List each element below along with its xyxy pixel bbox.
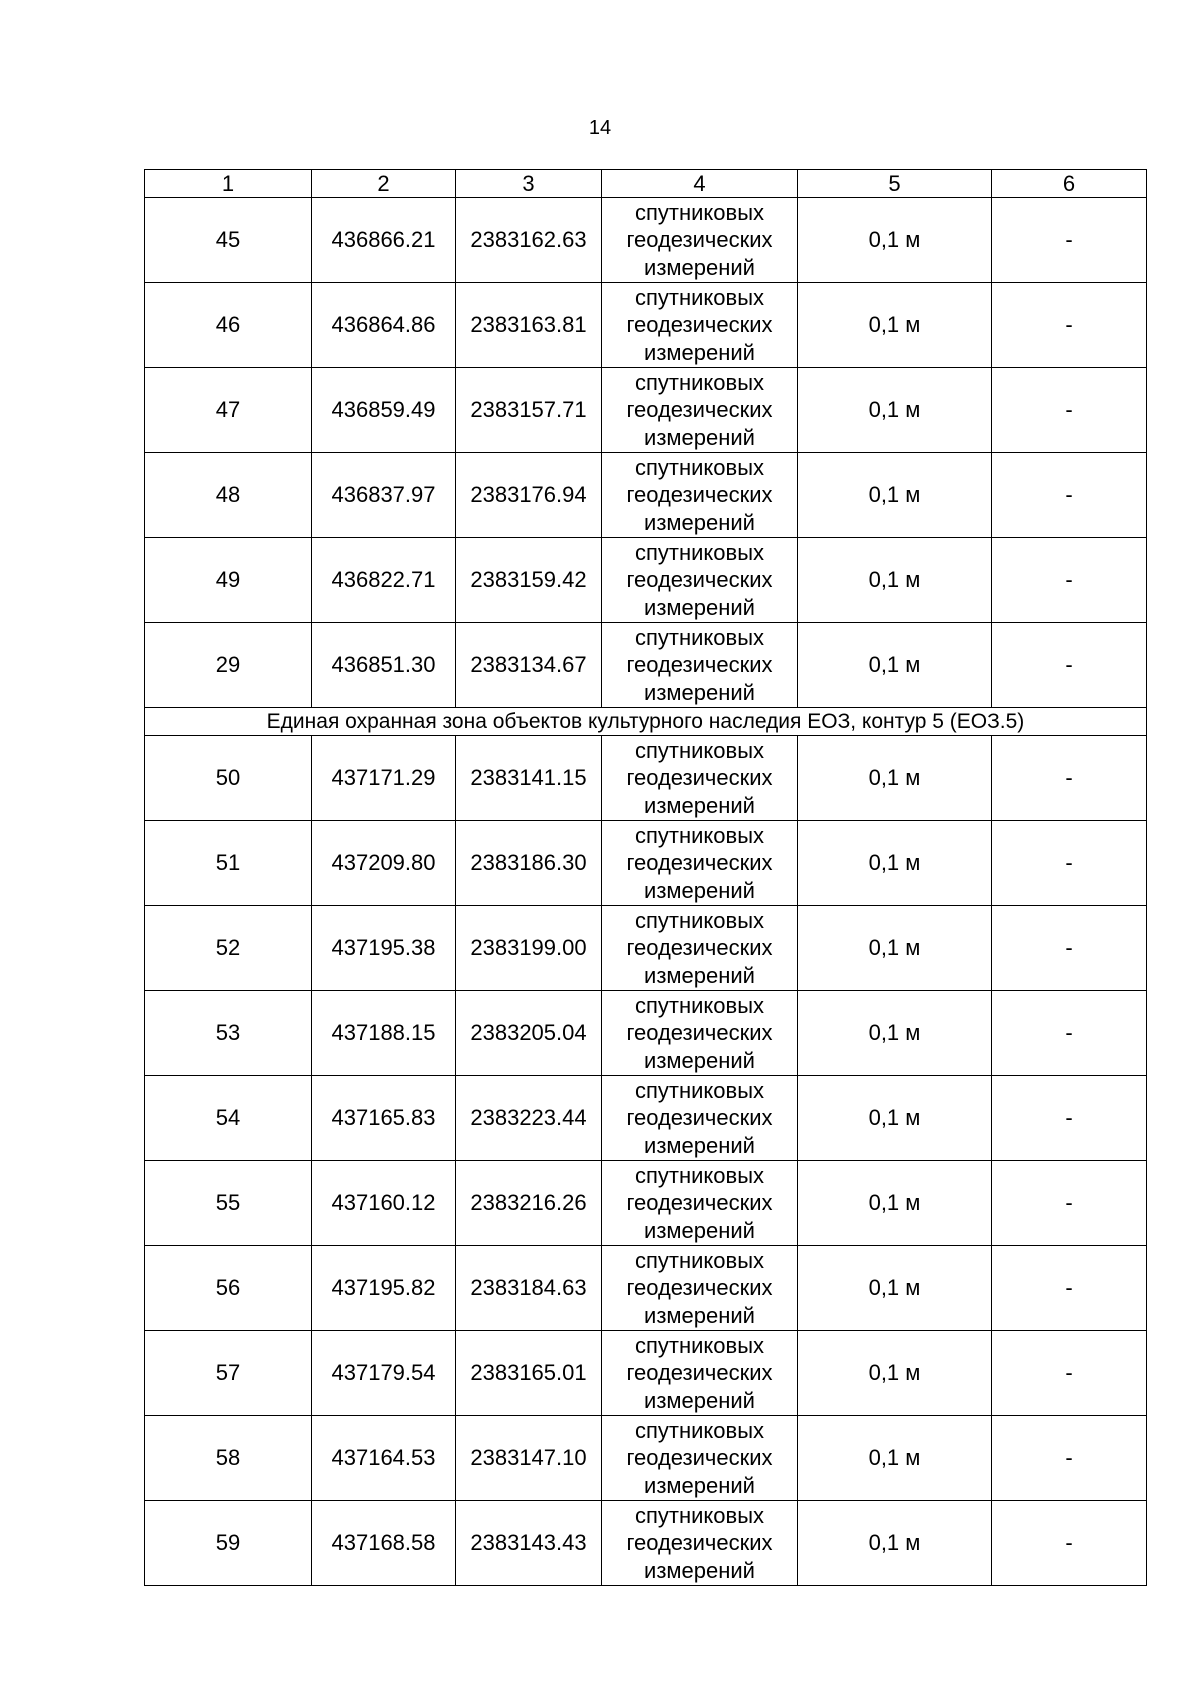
accuracy-cell: 0,1 м: [798, 1331, 992, 1416]
method-line: спутниковых: [634, 1332, 765, 1358]
section-title: Единая охранная зона объектов культурного наследия ЕОЗ, контур 5 (ЕОЗ.5): [145, 708, 1147, 736]
method-line: геодезических: [626, 1105, 773, 1131]
method-line: геодезических: [626, 312, 773, 338]
table-row: [145, 1331, 1147, 1416]
method-line: измерений: [644, 1047, 755, 1073]
accuracy-cell: 0,1 м: [798, 736, 992, 821]
y-coordinate-cell: 2383163.81: [456, 283, 602, 368]
x-coordinate-cell: 436864.86: [312, 283, 456, 368]
accuracy-cell: 0,1 м: [798, 1161, 992, 1246]
method-cell: [602, 453, 798, 538]
method-line: геодезических: [626, 765, 773, 791]
table-row: [145, 1501, 1147, 1586]
method-line: спутниковых: [634, 624, 765, 650]
table-row: [145, 736, 1147, 821]
point-number-cell: 56: [145, 1246, 312, 1331]
y-coordinate-cell: 2383143.43: [456, 1501, 602, 1586]
x-coordinate-cell: 437165.83: [312, 1076, 456, 1161]
method-line: измерений: [644, 1217, 755, 1243]
method-line: спутниковых: [634, 284, 765, 310]
method-cell: [602, 1076, 798, 1161]
method-cell: [602, 1416, 798, 1501]
note-cell: -: [992, 1501, 1147, 1586]
accuracy-cell: 0,1 м: [798, 1076, 992, 1161]
table-row: [145, 198, 1147, 283]
note-cell: -: [992, 283, 1147, 368]
y-coordinate-cell: 2383134.67: [456, 623, 602, 708]
note-cell: -: [992, 623, 1147, 708]
method-line: спутниковых: [634, 454, 765, 480]
x-coordinate-cell: 436837.97: [312, 453, 456, 538]
note-cell: -: [992, 906, 1147, 991]
table-row: [145, 821, 1147, 906]
table-row: [145, 283, 1147, 368]
method-cell: [602, 283, 798, 368]
point-number-cell: 54: [145, 1076, 312, 1161]
y-coordinate-cell: 2383141.15: [456, 736, 602, 821]
method-line: геодезических: [626, 567, 773, 593]
y-coordinate-cell: 2383205.04: [456, 991, 602, 1076]
method-line: измерений: [644, 679, 755, 705]
method-line: спутниковых: [634, 1502, 765, 1528]
table-row: [145, 906, 1147, 991]
x-coordinate-cell: 437195.38: [312, 906, 456, 991]
table-row: [145, 538, 1147, 623]
method-line: спутниковых: [634, 539, 765, 565]
y-coordinate-cell: 2383216.26: [456, 1161, 602, 1246]
method-cell: [602, 368, 798, 453]
y-coordinate-cell: 2383176.94: [456, 453, 602, 538]
y-coordinate-cell: 2383159.42: [456, 538, 602, 623]
accuracy-cell: 0,1 м: [798, 283, 992, 368]
y-coordinate-cell: 2383223.44: [456, 1076, 602, 1161]
method-cell: [602, 991, 798, 1076]
method-line: измерений: [644, 962, 755, 988]
method-line: измерений: [644, 509, 755, 535]
y-coordinate-cell: 2383157.71: [456, 368, 602, 453]
method-line: измерений: [644, 424, 755, 450]
method-line: геодезических: [626, 482, 773, 508]
method-line: геодезических: [626, 1445, 773, 1471]
method-line: геодезических: [626, 1530, 773, 1556]
header-cell: 1: [145, 170, 312, 198]
point-number-cell: 29: [145, 623, 312, 708]
header-cell: 6: [992, 170, 1147, 198]
header-row: [145, 170, 1147, 198]
note-cell: -: [992, 1246, 1147, 1331]
accuracy-cell: 0,1 м: [798, 1501, 992, 1586]
point-number-cell: 53: [145, 991, 312, 1076]
method-cell: [602, 198, 798, 283]
method-cell: [602, 623, 798, 708]
point-number-cell: 55: [145, 1161, 312, 1246]
method-cell: [602, 1331, 798, 1416]
method-line: спутниковых: [634, 199, 765, 225]
method-cell: [602, 736, 798, 821]
x-coordinate-cell: 437160.12: [312, 1161, 456, 1246]
point-number-cell: 48: [145, 453, 312, 538]
method-cell: [602, 538, 798, 623]
method-line: измерений: [644, 1557, 755, 1583]
table-row: [145, 1246, 1147, 1331]
y-coordinate-cell: 2383147.10: [456, 1416, 602, 1501]
header-cell: 4: [602, 170, 798, 198]
x-coordinate-cell: 437209.80: [312, 821, 456, 906]
accuracy-cell: 0,1 м: [798, 1246, 992, 1331]
method-line: измерений: [644, 594, 755, 620]
method-line: спутниковых: [634, 907, 765, 933]
note-cell: -: [992, 991, 1147, 1076]
x-coordinate-cell: 437164.53: [312, 1416, 456, 1501]
method-line: измерений: [644, 1387, 755, 1413]
x-coordinate-cell: 436866.21: [312, 198, 456, 283]
method-line: измерений: [644, 792, 755, 818]
y-coordinate-cell: 2383162.63: [456, 198, 602, 283]
method-line: спутниковых: [634, 369, 765, 395]
note-cell: -: [992, 368, 1147, 453]
table-row: [145, 623, 1147, 708]
accuracy-cell: 0,1 м: [798, 991, 992, 1076]
x-coordinate-cell: 437195.82: [312, 1246, 456, 1331]
note-cell: -: [992, 1416, 1147, 1501]
point-number-cell: 51: [145, 821, 312, 906]
method-cell: [602, 821, 798, 906]
method-line: геодезических: [626, 397, 773, 423]
method-cell: [602, 1246, 798, 1331]
y-coordinate-cell: 2383199.00: [456, 906, 602, 991]
method-line: измерений: [644, 254, 755, 280]
note-cell: -: [992, 1076, 1147, 1161]
accuracy-cell: 0,1 м: [798, 453, 992, 538]
page-number: 14: [588, 117, 612, 139]
table-row: [145, 1416, 1147, 1501]
x-coordinate-cell: 437188.15: [312, 991, 456, 1076]
x-coordinate-cell: 436822.71: [312, 538, 456, 623]
method-line: геодезических: [626, 652, 773, 678]
accuracy-cell: 0,1 м: [798, 538, 992, 623]
method-cell: [602, 906, 798, 991]
method-line: геодезических: [626, 1275, 773, 1301]
point-number-cell: 46: [145, 283, 312, 368]
method-line: геодезических: [626, 850, 773, 876]
point-number-cell: 57: [145, 1331, 312, 1416]
note-cell: -: [992, 198, 1147, 283]
method-line: спутниковых: [634, 822, 765, 848]
accuracy-cell: 0,1 м: [798, 821, 992, 906]
method-line: спутниковых: [634, 1417, 765, 1443]
accuracy-cell: 0,1 м: [798, 906, 992, 991]
method-line: измерений: [644, 877, 755, 903]
accuracy-cell: 0,1 м: [798, 1416, 992, 1501]
accuracy-cell: 0,1 м: [798, 198, 992, 283]
method-line: геодезических: [626, 1020, 773, 1046]
method-line: геодезических: [626, 227, 773, 253]
x-coordinate-cell: 436851.30: [312, 623, 456, 708]
table-row: [145, 1076, 1147, 1161]
note-cell: -: [992, 538, 1147, 623]
method-line: измерений: [644, 339, 755, 365]
method-line: измерений: [644, 1472, 755, 1498]
x-coordinate-cell: 437171.29: [312, 736, 456, 821]
point-number-cell: 49: [145, 538, 312, 623]
section-row: [145, 708, 1147, 736]
method-line: измерений: [644, 1132, 755, 1158]
accuracy-cell: 0,1 м: [798, 623, 992, 708]
y-coordinate-cell: 2383165.01: [456, 1331, 602, 1416]
method-line: спутниковых: [634, 1247, 765, 1273]
note-cell: -: [992, 453, 1147, 538]
point-number-cell: 59: [145, 1501, 312, 1586]
table-row: [145, 368, 1147, 453]
method-line: спутниковых: [634, 737, 765, 763]
header-cell: 5: [798, 170, 992, 198]
note-cell: -: [992, 821, 1147, 906]
x-coordinate-cell: 436859.49: [312, 368, 456, 453]
method-cell: [602, 1161, 798, 1246]
header-cell: 3: [456, 170, 602, 198]
note-cell: -: [992, 1331, 1147, 1416]
method-line: спутниковых: [634, 1162, 765, 1188]
method-line: измерений: [644, 1302, 755, 1328]
accuracy-cell: 0,1 м: [798, 368, 992, 453]
method-cell: [602, 1501, 798, 1586]
point-number-cell: 58: [145, 1416, 312, 1501]
method-line: спутниковых: [634, 992, 765, 1018]
table-row: [145, 453, 1147, 538]
y-coordinate-cell: 2383186.30: [456, 821, 602, 906]
table-row: [145, 1161, 1147, 1246]
point-number-cell: 52: [145, 906, 312, 991]
point-number-cell: 45: [145, 198, 312, 283]
note-cell: -: [992, 736, 1147, 821]
method-line: геодезических: [626, 935, 773, 961]
x-coordinate-cell: 437168.58: [312, 1501, 456, 1586]
x-coordinate-cell: 437179.54: [312, 1331, 456, 1416]
method-line: спутниковых: [634, 1077, 765, 1103]
point-number-cell: 47: [145, 368, 312, 453]
header-cell: 2: [312, 170, 456, 198]
method-line: геодезических: [626, 1190, 773, 1216]
y-coordinate-cell: 2383184.63: [456, 1246, 602, 1331]
point-number-cell: 50: [145, 736, 312, 821]
note-cell: -: [992, 1161, 1147, 1246]
table-row: [145, 991, 1147, 1076]
method-line: геодезических: [626, 1360, 773, 1386]
coordinates-table: [144, 169, 1147, 1586]
